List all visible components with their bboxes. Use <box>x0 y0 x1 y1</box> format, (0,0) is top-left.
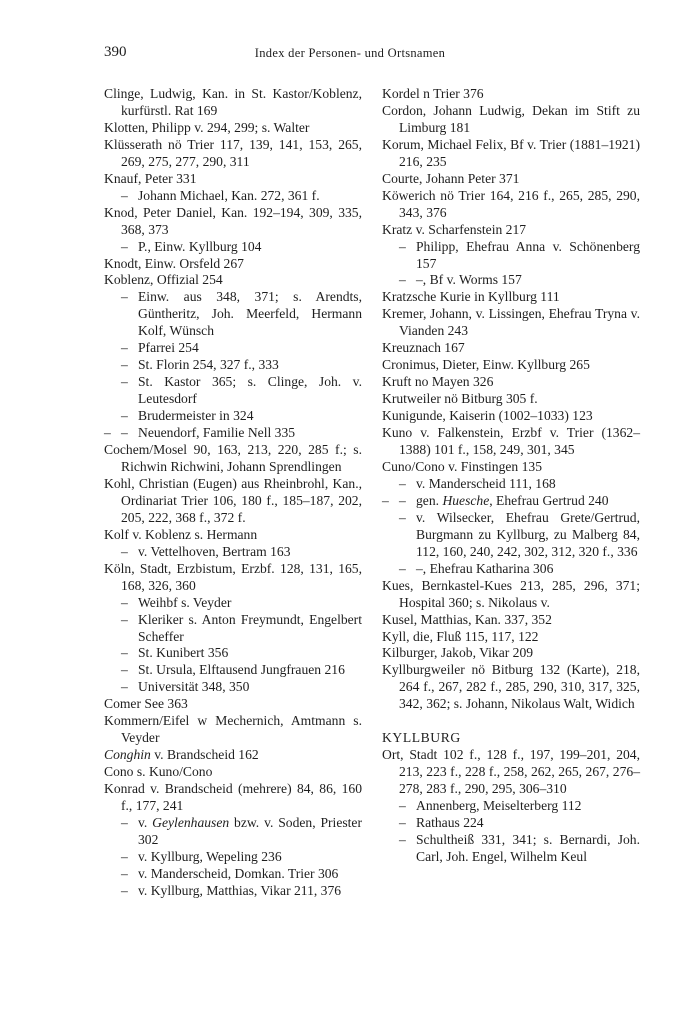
index-entry: Kolf v. Koblenz s. Hermann <box>104 526 258 542</box>
index-entry: Krutweiler nö Bitburg 305 f. <box>382 391 538 407</box>
index-subentry <box>104 883 362 900</box>
index-entry: Knauf, Peter 331 <box>104 170 197 186</box>
index-entry: Knod, Peter Daniel, Kan. 192–194, 309, 335, 368, 373 <box>104 204 362 237</box>
dash-marker: – <box>121 374 128 390</box>
index-subentry <box>104 662 362 679</box>
index-entry: Konrad v. Brandscheid (mehrere) 84, 86, 160 f., 177, 241 <box>104 781 362 814</box>
index-subentry-text: P., Einw. Kyllburg 104 <box>138 238 262 254</box>
index-entry: Kohl, Christian (Eugen) aus Rheinbrohl, Kan., Ordinariat Trier 106, 180 f., 185–187, 202, 205, 222, 368 f., 372 f. <box>104 475 362 525</box>
dash-marker: – <box>104 425 111 441</box>
dash-marker: – <box>121 408 128 424</box>
index-entry: Kreuznach 167 <box>382 340 465 356</box>
index-subentry-text: Schultheiß 331, 341; s. Bernardi, Joh. Carl, Joh. Engel, Wilhelm Keul <box>416 831 640 864</box>
index-subentry-text: , Ehefrau Gertrud 240 <box>489 492 609 508</box>
index-subentry <box>104 188 362 205</box>
index-entry-text: v. Brandscheid 162 <box>154 747 259 763</box>
index-column-left <box>104 86 362 900</box>
index-subentry <box>104 595 362 612</box>
index-entry: Courte, Johann Peter 371 <box>382 170 520 186</box>
index-entry <box>104 747 362 764</box>
index-entry: Clinge, Ludwig, Kan. in St. Kastor/Koblenz, kurfürstl. Rat 169 <box>104 86 362 118</box>
dash-marker: – <box>121 425 128 441</box>
italic-name: Geylenhausen <box>152 814 230 830</box>
index-subentry <box>104 239 362 256</box>
dash-marker: – <box>399 238 406 254</box>
index-subentry-text: Kleriker s. Anton Freymundt, Engelbert Scheffer <box>138 611 362 644</box>
index-subentry-text: –, Bf v. Worms 157 <box>416 272 522 288</box>
italic-name: Conghin <box>104 747 151 763</box>
index-subentry-text: –, Ehefrau Katharina 306 <box>416 560 554 576</box>
dash-marker: – <box>399 272 406 288</box>
section-heading: KYLLBURG <box>382 730 461 746</box>
index-subentry-text: v. Vettelhoven, Bertram 163 <box>138 543 291 559</box>
index-subentry <box>104 408 362 425</box>
index-subsubentry <box>382 493 640 510</box>
index-subentry-text: v. Manderscheid, Domkan. Trier 306 <box>138 865 339 881</box>
dash-marker: – <box>382 492 389 508</box>
index-subentry <box>382 832 640 866</box>
index-entry: Cuno/Cono v. Finstingen 135 <box>382 458 542 474</box>
index-column-right <box>382 86 640 866</box>
index-entry: Comer See 363 <box>104 696 188 712</box>
index-subentry-text: v. Wilsecker, Ehefrau Grete/Gertrud, Burgmann zu Kyllburg, zu Malberg 84, 112, 160, 240, 242, 302, 312, 320 f., 336 <box>416 509 640 559</box>
index-subentry-text: Einw. aus 348, 371; s. Arendts, Güntheritz, Joh. Meerfeld, Hermann Kolf, Wünsch <box>138 289 362 339</box>
dash-marker: – <box>121 187 128 203</box>
index-subentry-text: Brudermeister in 324 <box>138 408 254 424</box>
index-subentry-text: St. Ursula, Elftausend Jungfrauen 216 <box>138 662 345 678</box>
index-subentry <box>104 289 362 340</box>
index-subentry <box>382 272 640 289</box>
index-entry: Korum, Michael Felix, Bf v. Trier (1881–1921) 216, 235 <box>382 136 640 169</box>
dash-marker: – <box>121 865 128 881</box>
dash-marker: – <box>121 645 128 661</box>
index-entry: Kruft no Mayen 326 <box>382 374 494 390</box>
index-subentry <box>104 340 362 357</box>
dash-marker: – <box>121 238 128 254</box>
index-entry: Kilburger, Jakob, Vikar 209 <box>382 645 534 661</box>
index-subentry-text: St. Kunibert 356 <box>138 645 229 661</box>
index-entry: Kusel, Matthias, Kan. 337, 352 <box>382 611 552 627</box>
index-subentry-text: v. Kyllburg, Matthias, Vikar 211, 376 <box>138 882 342 898</box>
index-entry: Cordon, Johann Ludwig, Dekan im Stift zu Limburg 181 <box>382 102 640 135</box>
index-entry: Klüsserath nö Trier 117, 139, 141, 153, 265, 269, 275, 277, 290, 311 <box>104 136 362 169</box>
dash-marker: – <box>399 492 406 508</box>
index-entry: Cronimus, Dieter, Einw. Kyllburg 265 <box>382 357 590 373</box>
index-entry: Kommern/Eifel w Mechernich, Amtmann s. Veyder <box>104 713 362 746</box>
index-entry: Ort, Stadt 102 f., 128 f., 197, 199–201, 204, 213, 223 f., 228 f., 258, 262, 265, 267, 276–278, 283 f., 290, 295, 306–310 <box>382 747 640 797</box>
dash-marker: – <box>121 594 128 610</box>
index-entry: Knodt, Einw. Orsfeld 267 <box>104 255 244 271</box>
index-subentry <box>104 815 362 849</box>
index-entry: Köln, Stadt, Erzbistum, Erzbf. 128, 131, 165, 168, 326, 360 <box>104 560 362 593</box>
page-number: 390 <box>104 44 127 60</box>
dash-marker: – <box>399 831 406 847</box>
index-subentry-text: v. Manderscheid 111, 168 <box>416 475 556 491</box>
index-subentry <box>104 612 362 646</box>
index-entry: Cochem/Mosel 90, 163, 213, 220, 285 f.; s. Richwin Richwini, Johann Sprendlingen <box>104 442 362 474</box>
index-subentry-text: Universität 348, 350 <box>138 679 250 695</box>
index-entry: Koblenz, Offizial 254 <box>104 272 223 288</box>
index-subentry <box>104 645 362 662</box>
index-entry: Kordel n Trier 376 <box>382 86 484 101</box>
index-subentry-text: v. <box>138 814 148 830</box>
index-subentry <box>382 798 640 815</box>
index-subentry-text: Neuendorf, Familie Nell 335 <box>138 425 296 441</box>
dash-marker: – <box>121 662 128 678</box>
dash-marker: – <box>399 509 406 525</box>
index-subentry <box>104 849 362 866</box>
index-subentry <box>104 544 362 561</box>
index-entry: Kyllburgweiler nö Bitburg 132 (Karte), 218, 264 f., 267, 282 f., 285, 290, 310, 317, 325, 342, 362; s. Johann, Nikolaus Walt, Widich <box>382 662 640 712</box>
dash-marker: – <box>121 543 128 559</box>
index-entry: Kratzsche Kurie in Kyllburg 111 <box>382 289 560 305</box>
index-subentry-text: St. Florin 254, 327 f., 333 <box>138 357 279 373</box>
index-entry: Cono s. Kuno/Cono <box>104 764 213 780</box>
index-subentry <box>382 815 640 832</box>
index-subentry <box>104 679 362 696</box>
running-title: Index der Personen- und Ortsnamen <box>254 46 446 60</box>
index-subentry-text: Pfarrei 254 <box>138 340 199 356</box>
dash-marker: – <box>399 798 406 814</box>
index-subentry-text: Weihbf s. Veyder <box>138 594 232 610</box>
index-entry: Kuno v. Falkenstein, Erzbf v. Trier (1362–1388) 101 f., 158, 249, 301, 345 <box>382 425 640 458</box>
index-subentry <box>104 374 362 408</box>
index-subentry <box>104 357 362 374</box>
index-subentry-text: Philipp, Ehefrau Anna v. Schönenberg 157 <box>416 238 640 271</box>
index-entry: Kues, Bernkastel-Kues 213, 285, 296, 371; Hospital 360; s. Nikolaus v. <box>382 577 640 610</box>
index-subentry <box>382 510 640 561</box>
index-subentry <box>382 239 640 273</box>
index-subentry <box>382 476 640 493</box>
dash-marker: – <box>399 475 406 491</box>
index-entry: Köwerich nö Trier 164, 216 f., 265, 285, 290, 343, 376 <box>382 187 640 220</box>
dash-marker: – <box>121 814 128 830</box>
dash-marker: – <box>121 611 128 627</box>
page-header <box>0 44 700 64</box>
index-subsubentry <box>104 425 362 442</box>
index-entry: Kratz v. Scharfenstein 217 <box>382 221 527 237</box>
index-subentry-text: v. Kyllburg, Wepeling 236 <box>138 848 282 864</box>
index-entry: Klotten, Philipp v. 294, 299; s. Walter <box>104 119 310 135</box>
italic-name: Huesche <box>442 492 490 508</box>
dash-marker: – <box>121 848 128 864</box>
index-subentry <box>382 561 640 578</box>
dash-marker: – <box>121 289 128 305</box>
index-entry: Kyll, die, Fluß 115, 117, 122 <box>382 628 539 644</box>
dash-marker: – <box>121 882 128 898</box>
dash-marker: – <box>399 560 406 576</box>
index-entry: Kremer, Johann, v. Lissingen, Ehefrau Tryna v. Vianden 243 <box>382 306 640 339</box>
index-subentry <box>104 866 362 883</box>
index-subentry-text: gen. <box>416 492 440 508</box>
dash-marker: – <box>121 357 128 373</box>
dash-marker: – <box>399 815 406 831</box>
index-subentry-text: bzw. v. Soden, Priester 302 <box>138 814 362 847</box>
index-subentry-text: Rathaus 224 <box>416 815 484 831</box>
dash-marker: – <box>121 679 128 695</box>
index-entry: Kunigunde, Kaiserin (1002–1033) 123 <box>382 408 593 424</box>
index-subentry-text: St. Kastor 365; s. Clinge, Joh. v. Leutesdorf <box>138 374 362 407</box>
index-subentry-text: Johann Michael, Kan. 272, 361 f. <box>138 187 320 203</box>
index-subentry-text: Annenberg, Meiselterberg 112 <box>416 798 582 814</box>
dash-marker: – <box>121 340 128 356</box>
